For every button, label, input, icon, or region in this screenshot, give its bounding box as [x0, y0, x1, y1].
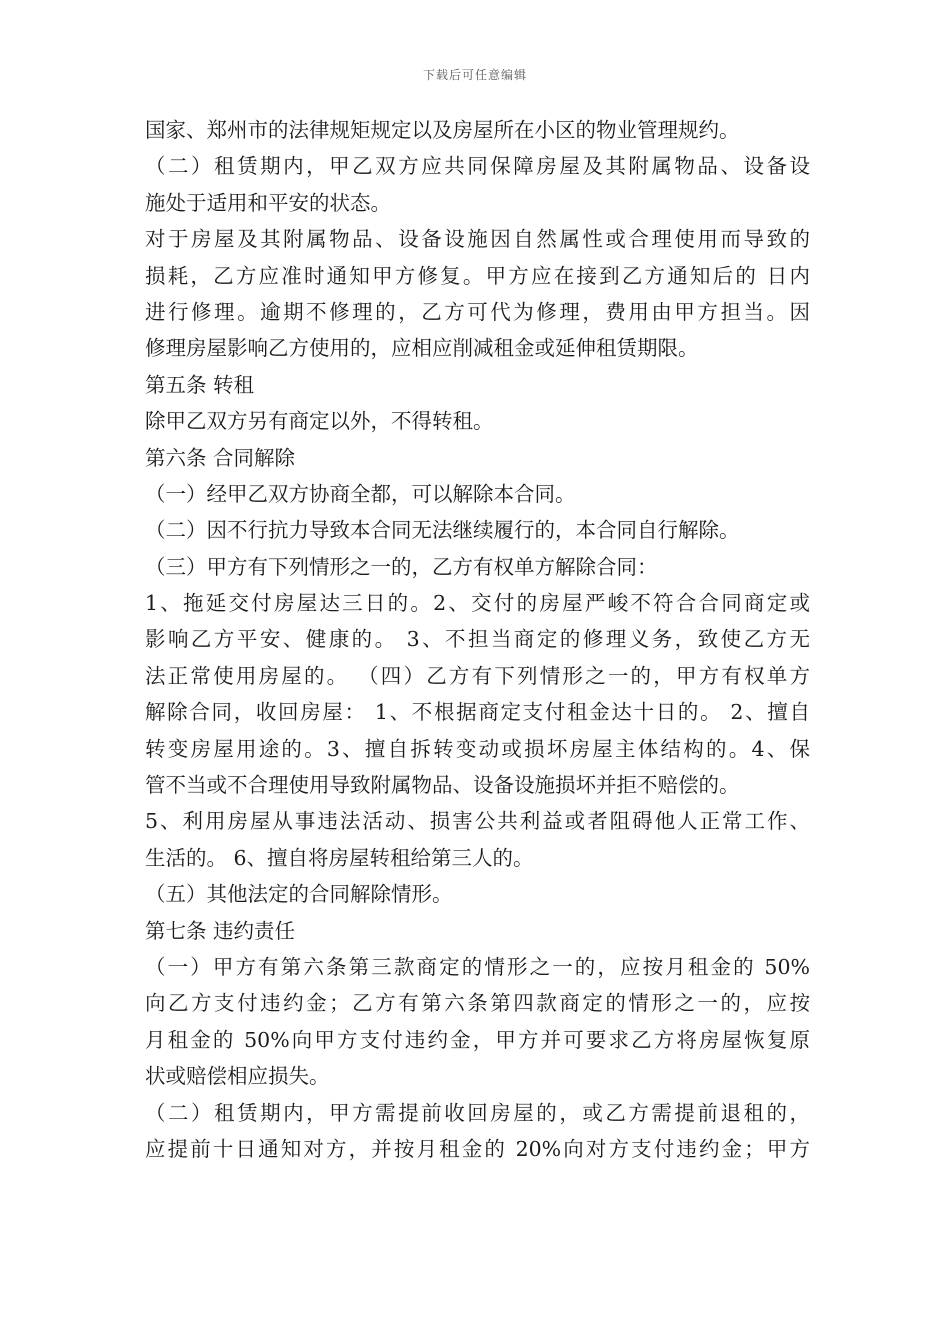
text-line: （五）其他法定的合同解除情形。	[145, 882, 453, 907]
text-line: 第五条 转租	[145, 372, 255, 397]
text-line: 生活的。 6、擅自将房屋转租给第三人的。	[145, 845, 534, 870]
text-line: 损耗，乙方应准时通知甲方修复。甲方应在接到乙方通知后的 日内	[145, 263, 810, 288]
text-line: 除甲乙双方另有商定以外，不得转租。	[145, 409, 494, 434]
text-line: 法正常使用房屋的。 （四）乙方有下列情形之一的，甲方有权单方	[145, 663, 810, 688]
text-line: 向乙方支付违约金；乙方有第六条第四款商定的情形之一的，应按	[145, 991, 810, 1016]
text-line: （三）甲方有下列情形之一的，乙方有权单方解除合同：	[145, 554, 658, 579]
text-line: 对于房屋及其附属物品、设备设施因自然属性或合理使用而导致的	[145, 227, 810, 252]
text-line: 国家、郑州市的法律规矩规定以及房屋所在小区的物业管理规约。	[145, 118, 740, 142]
text-line: 管不当或不合理使用导致附属物品、设备设施损坏并拒不赔偿的。	[145, 773, 740, 798]
text-line: 第七条 违约责任	[145, 918, 296, 943]
text-line: 月租金的 50%向甲方支付违约金，甲方并可要求乙方将房屋恢复原	[145, 1027, 810, 1052]
text-line: 第六条 合同解除	[145, 445, 296, 470]
text-line: （二）因不行抗力导致本合同无法继续履行的，本合同自行解除。	[145, 518, 740, 543]
text-line: 转变房屋用途的。3、擅自拆转变动或损坏房屋主体结构的。4、保	[145, 736, 810, 761]
text-line: （二）租赁期内，甲乙双方应共同保障房屋及其附属物品、设备设	[145, 154, 810, 179]
header-note: 下载后可任意编辑	[422, 68, 527, 82]
text-line: 修理房屋影响乙方使用的，应相应削减租金或延伸租赁期限。	[145, 336, 699, 361]
text-line: （二）租赁期内，甲方需提前收回房屋的，或乙方需提前退租的，	[145, 1100, 810, 1125]
text-line: 1、拖延交付房屋达三日的。2、交付的房屋严峻不符合合同商定或	[145, 591, 810, 616]
document-body	[145, 112, 810, 1167]
text-line: （一）经甲乙双方协商全都，可以解除本合同。	[145, 481, 576, 506]
text-line: 5、利用房屋从事违法活动、损害公共利益或者阻碍他人正常工作、	[145, 809, 810, 834]
text-line: 进行修理。逾期不修理的，乙方可代为修理，费用由甲方担当。因	[145, 299, 810, 324]
text-line: 解除合同，收回房屋： 1、不根据商定支付租金达十日的。 2、擅自	[145, 700, 810, 725]
text-line: （一）甲方有第六条第三款商定的情形之一的，应按月租金的 50%	[145, 954, 810, 979]
text-line: 施处于适用和平安的状态。	[145, 190, 391, 215]
text-line: 影响乙方平安、健康的。 3、不担当商定的修理义务，致使乙方无	[145, 627, 810, 652]
text-line: 应提前十日通知对方，并按月租金的 20%向对方支付违约金；甲方	[145, 1136, 810, 1161]
text-line: 状或赔偿相应损失。	[145, 1064, 330, 1089]
